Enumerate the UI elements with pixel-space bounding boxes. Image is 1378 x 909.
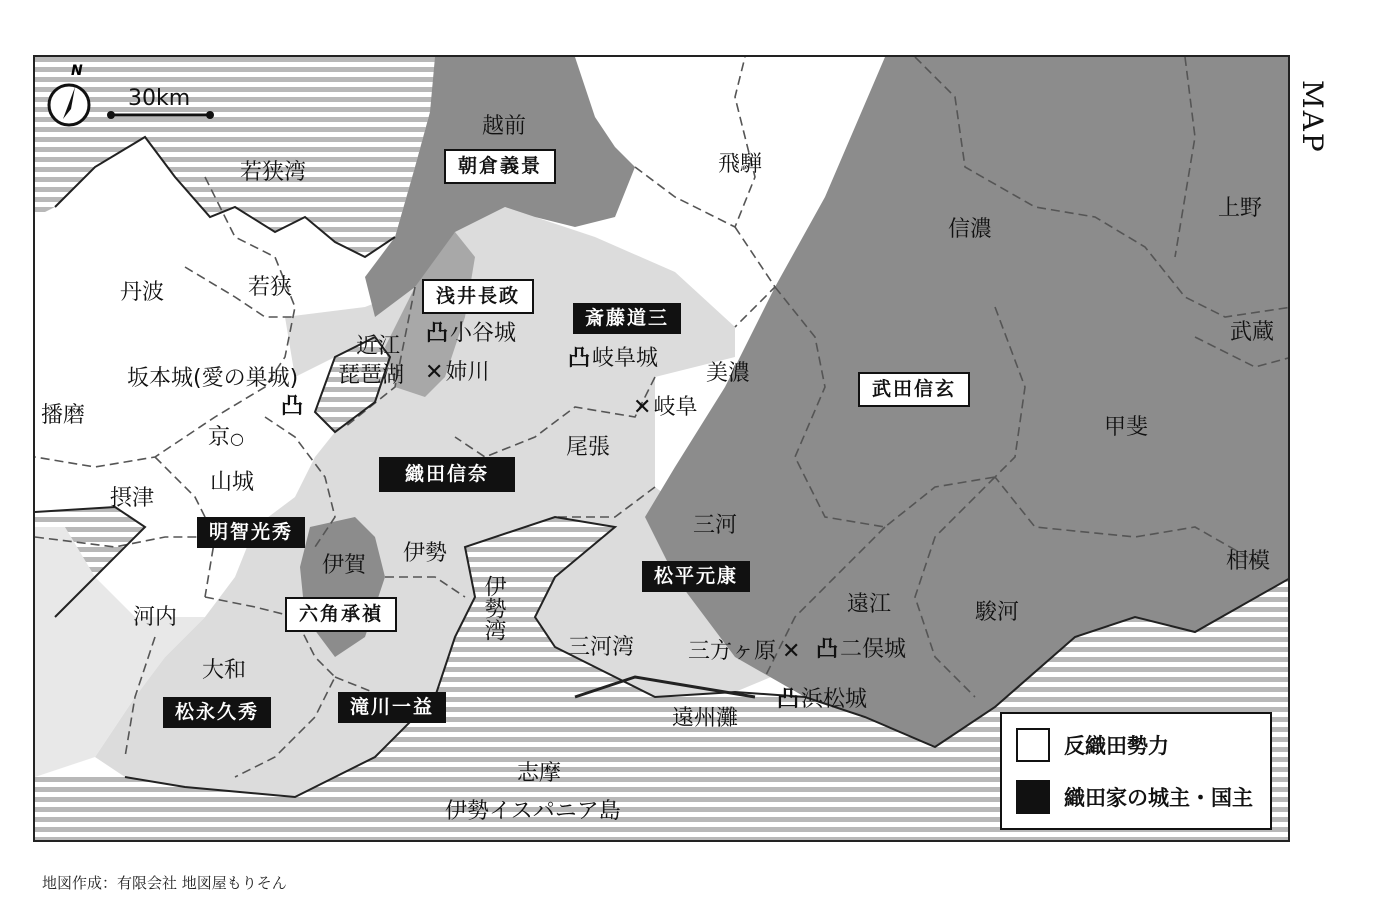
legend-swatch-white <box>1016 728 1050 762</box>
place-odani-label: 小谷城 <box>450 321 517 346</box>
province-owari: 尾張 <box>566 435 611 460</box>
castle-icon: 凸 <box>281 394 304 419</box>
place-gifu-castle <box>568 348 658 370</box>
province-musashi: 武蔵 <box>1230 320 1275 345</box>
lord-azai: 浅井長政 <box>422 279 534 314</box>
place-gifu-label: 岐阜 <box>653 395 698 420</box>
province-kai: 甲斐 <box>1104 415 1149 440</box>
legend-label-anti-oda: 反織田勢力 <box>1064 734 1169 758</box>
legend-row-oda-lord <box>1016 780 1253 814</box>
province-mikawa: 三河 <box>693 513 738 538</box>
sakamoto-castle-mark <box>281 396 305 418</box>
province-yamashiro: 山城 <box>210 470 255 495</box>
sea-mikawa-bay: 三河湾 <box>568 635 635 660</box>
lord-takeda: 武田信玄 <box>858 372 970 407</box>
castle-icon: 凸 <box>816 637 839 662</box>
province-suruga: 駿河 <box>975 600 1020 625</box>
province-totomi: 遠江 <box>847 592 892 617</box>
province-kozuke: 上野 <box>1218 196 1263 221</box>
place-gifu <box>633 397 697 419</box>
province-tanba: 丹波 <box>120 280 165 305</box>
legend <box>1000 712 1272 830</box>
lord-rokkaku: 六角承禎 <box>285 597 397 632</box>
battle-icon: ✕ <box>633 395 652 420</box>
place-sakamoto-label: 坂本城(愛の巣城) <box>127 366 299 391</box>
province-shinano: 信濃 <box>948 217 993 242</box>
province-wakasa: 若狭 <box>248 275 293 300</box>
place-kyo <box>208 427 244 449</box>
lord-takigawa: 滝川一益 <box>338 692 446 723</box>
place-sakamoto-castle <box>127 368 298 390</box>
province-iga: 伊賀 <box>322 553 367 578</box>
castle-icon: 凸 <box>568 346 591 371</box>
lord-asakura: 朝倉義景 <box>444 149 556 184</box>
place-hamamatsu <box>777 689 867 711</box>
province-kawachi: 河内 <box>133 605 178 630</box>
province-echizen: 越前 <box>482 114 527 139</box>
place-futamata <box>816 639 906 661</box>
place-hamamatsu-label: 浜松城 <box>801 687 868 712</box>
province-harima: 播磨 <box>41 403 86 428</box>
province-omi: 近江 <box>356 334 401 359</box>
battle-icon: ✕ <box>782 639 801 664</box>
province-settsu: 摂津 <box>110 486 155 511</box>
province-hida: 飛騨 <box>718 152 763 177</box>
legend-row-anti-oda <box>1016 728 1169 762</box>
sea-ise-bay: 伊勢湾 <box>481 575 506 641</box>
place-futamata-label: 二俣城 <box>840 637 907 662</box>
map-credit: 地図作成：有限会社 地図屋もりそん <box>42 874 287 892</box>
sea-enshu-nada: 遠州灘 <box>672 706 739 731</box>
lord-saito: 斎藤道三 <box>573 303 681 334</box>
castle-icon: 凸 <box>777 687 800 712</box>
compass-icon <box>49 85 89 125</box>
map-frame <box>33 55 1290 842</box>
place-anegawa-label: 姉川 <box>445 360 490 385</box>
province-ise: 伊勢 <box>403 541 448 566</box>
legend-label-oda-lord: 織田家の城主・国主 <box>1064 786 1253 810</box>
place-odani <box>426 323 516 345</box>
place-kyo-label: 京 <box>208 425 231 450</box>
province-yamato: 大和 <box>202 658 247 683</box>
battle-icon: ✕ <box>425 360 444 385</box>
side-title: MAP <box>1296 80 1329 154</box>
place-anegawa <box>425 362 489 384</box>
compass-north-label: N <box>71 63 83 79</box>
place-mikatagahara <box>688 641 802 663</box>
capital-icon: ○ <box>230 429 244 448</box>
province-sagami: 相模 <box>1226 549 1271 574</box>
lake-biwako: 琵琶湖 <box>338 363 405 388</box>
province-mino: 美濃 <box>706 361 751 386</box>
legend-swatch-black <box>1016 780 1050 814</box>
castle-icon: 凸 <box>426 321 449 346</box>
sea-wakasa-bay: 若狭湾 <box>240 160 307 185</box>
lord-oda: 織田信奈 <box>379 457 515 492</box>
province-shima: 志摩 <box>517 761 562 786</box>
lord-akechi: 明智光秀 <box>197 517 305 548</box>
lord-matsunaga: 松永久秀 <box>163 697 271 728</box>
lord-matsudaira: 松平元康 <box>642 561 750 592</box>
place-mikatagahara-label: 三方ヶ原 <box>688 639 777 664</box>
scale-label: 30km <box>128 86 191 111</box>
place-gifu-castle-label: 岐阜城 <box>592 346 659 371</box>
island-spanish: 伊勢イスパニア島 <box>445 799 621 824</box>
